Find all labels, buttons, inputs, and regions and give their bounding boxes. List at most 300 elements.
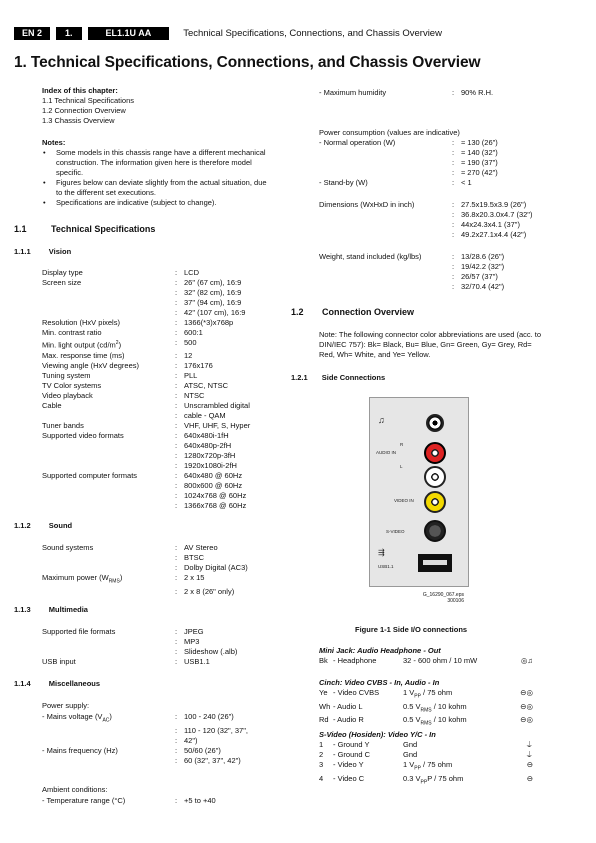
spec-value: LCD	[184, 268, 200, 277]
spec-label: - Stand-by (W)	[319, 178, 368, 187]
spec-label	[319, 230, 452, 240]
panel-label-usb: USB1.1	[378, 564, 394, 569]
colon: :	[175, 400, 178, 410]
index-item[interactable]: 1.3 Chassis Overview	[42, 116, 115, 125]
spec-label	[319, 148, 452, 158]
spec-row	[319, 262, 504, 272]
spec-value: Slideshow (.alb)	[184, 647, 238, 656]
ambient-table	[42, 796, 216, 806]
pin-name: - Audio R	[333, 715, 364, 724]
spec-value: JPEG	[184, 627, 204, 636]
spec-value: MP3	[184, 637, 200, 646]
spec-row	[42, 563, 248, 573]
pin-id: 4	[319, 773, 324, 783]
pin-symbol-icon: ⏚	[525, 740, 533, 749]
spec-value: ≈ 140 (32")	[461, 148, 498, 157]
spec-row	[42, 627, 237, 637]
spec-row	[319, 210, 532, 220]
spec-row	[42, 501, 250, 511]
pin-spec: 32 - 600 ohm / 10 mW	[403, 656, 478, 665]
colon: :	[452, 168, 455, 177]
colon: :	[175, 586, 178, 596]
spec-row	[42, 308, 250, 318]
spec-row	[42, 647, 237, 657]
colon: :	[452, 138, 455, 147]
colon: :	[452, 158, 455, 167]
spec-row	[42, 288, 250, 298]
pin-id: Wh	[319, 701, 331, 711]
colon: :	[175, 450, 178, 460]
colon: :	[175, 563, 178, 572]
spec-row	[42, 553, 248, 563]
pin-spec: 1 $V_{PP} / 75$ ohm	[403, 760, 453, 772]
spec-value: ≈ 130 (26")	[461, 138, 498, 147]
spec-value: VHF, UHF, S, Hyper	[184, 420, 251, 430]
pin-spec: 1 $V_{PP} / 75$ ohm	[403, 688, 453, 700]
spec-value: 49.2x27.1x4.4 (42")	[461, 230, 527, 239]
pin-symbol-icon: ◎♫	[520, 656, 533, 665]
spec-value: Unscrambled digital	[184, 400, 250, 410]
colon: :	[452, 210, 455, 219]
section-number: 1.1.1	[14, 247, 31, 256]
spec-label: Video playback	[42, 390, 93, 400]
colon: :	[175, 370, 178, 380]
spec-label: Cable	[42, 400, 62, 410]
spec-label	[42, 553, 175, 563]
spec-value: 110 - 120 (32", 37",	[184, 725, 248, 735]
section-1-1	[14, 224, 155, 234]
chapter-title: 1. Technical Specifications, Connections, and Chassis Overview	[14, 54, 481, 71]
spec-label: Viewing angle (HxV degrees)	[42, 360, 139, 370]
spec-value: 27.5x19.5x3.9 (26")	[461, 200, 527, 209]
section-number: 1.1.3	[14, 605, 31, 614]
spec-label	[319, 282, 452, 292]
spec-value: NTSC	[184, 390, 205, 400]
index-item[interactable]: 1.2 Connection Overview	[42, 106, 126, 115]
spec-value: cable - QAM	[184, 410, 226, 420]
panel-label-l: L	[400, 464, 403, 469]
spec-label	[319, 262, 452, 272]
colon: :	[452, 220, 455, 229]
colon: :	[175, 390, 178, 400]
pin-spec: 0.5 $V_{RMS} / 10$ kohm	[403, 715, 467, 727]
colon: :	[175, 500, 178, 510]
pin-symbol-icon: ⊖◎	[520, 701, 533, 711]
spec-label: Max. response time (ms)	[42, 350, 125, 360]
spec-label	[42, 411, 175, 421]
colon: :	[175, 318, 178, 327]
sound-table	[42, 543, 248, 597]
pin-id: 1	[319, 740, 324, 749]
spec-row	[42, 637, 237, 647]
spec-row	[42, 401, 250, 411]
spec-label	[42, 756, 175, 766]
spec-value: < 1	[461, 178, 472, 187]
connector-row	[319, 715, 533, 729]
spec-label: - Normal operation (W)	[319, 138, 396, 147]
spec-row	[42, 411, 250, 421]
power-consumption-table	[319, 138, 498, 188]
spec-value: USB1.1	[184, 657, 210, 666]
spec-label	[42, 647, 175, 657]
spec-label	[319, 158, 452, 168]
section-title: Vision	[48, 247, 72, 256]
power-consumption-heading: Power consumption (values are indicative)	[319, 128, 460, 137]
spec-row	[42, 726, 248, 736]
spec-label	[319, 168, 452, 178]
pin-symbol-icon: ⊖◎	[520, 715, 533, 724]
note-item: • Figures below can deviate slightly from the actual situation, due to the different set executions.	[42, 178, 274, 198]
section-number: 1.2	[291, 307, 304, 317]
connector-row	[319, 656, 533, 666]
pin-name: - Video C	[333, 773, 365, 783]
spec-value: 32" (82 cm), 16:9	[184, 288, 242, 297]
spec-label	[42, 587, 175, 597]
headphone-jack	[426, 414, 444, 432]
pin-symbol-icon: ⊖	[526, 760, 533, 769]
spec-value: 1366x768 @ 60Hz	[184, 500, 247, 510]
spec-row	[42, 431, 250, 441]
pin-id: Ye	[319, 688, 328, 697]
section-1-2	[291, 307, 414, 317]
colon: :	[175, 288, 178, 297]
spec-label	[319, 272, 452, 282]
section-title: Sound	[48, 521, 73, 530]
spec-value: 36.8x20.3.0x4.7 (32")	[461, 210, 533, 219]
spec-row	[42, 461, 250, 471]
colon: :	[175, 745, 178, 755]
chassis-badge: EL1.1U AA	[88, 27, 170, 40]
spec-row	[42, 746, 248, 756]
pin-symbol-icon: ⊖	[526, 773, 533, 783]
pin-name: - Video Y	[333, 760, 364, 769]
colon: :	[175, 725, 178, 735]
misc-table	[42, 712, 248, 766]
spec-label: Supported video formats	[42, 430, 124, 440]
spec-row	[319, 168, 498, 178]
spec-label: Weight, stand included (kg/lbs)	[319, 252, 422, 261]
spec-value: ≈ 270 (42")	[461, 168, 498, 177]
section-title: Technical Specifications	[51, 224, 156, 234]
vision-table	[42, 268, 250, 511]
connector-row	[319, 688, 533, 702]
spec-label	[42, 288, 175, 298]
humidity-row: - Maximum humidity : 90% R.H.	[319, 88, 494, 97]
ambient-heading: Ambient conditions:	[42, 785, 108, 794]
svideo-table	[319, 730, 533, 787]
usb-icon: ⇶	[378, 548, 385, 557]
spec-value: ≈ 190 (37")	[461, 158, 498, 167]
note-item: • Some models in this chassis range have a different mechanical construction. The information given here is therefore model specific.	[42, 148, 274, 178]
spec-row	[42, 268, 250, 278]
colon: :	[175, 735, 178, 745]
pin-id: Bk	[319, 656, 328, 665]
pin-name: - Video CVBS	[333, 688, 380, 697]
spec-label: Resolution (HxV pixels)	[42, 318, 120, 327]
panel-label-svideo: S-VIDEO	[386, 529, 405, 534]
spec-value: 26" (67 cm), 16:9	[184, 278, 242, 287]
figure-ref-text: G_16290_067.eps 300106	[422, 592, 464, 604]
audio-r-cinch	[424, 442, 446, 464]
colon: :	[175, 380, 178, 390]
colon: :	[175, 755, 178, 765]
spec-row	[42, 657, 237, 667]
connector-row	[319, 702, 533, 716]
spec-label: Dimensions (WxHxD in inch)	[319, 200, 415, 209]
spec-row	[42, 391, 250, 401]
spec-value: 19/42.2 (32")	[461, 262, 505, 271]
colon: :	[452, 178, 455, 187]
colon: :	[175, 338, 178, 347]
spec-value: 800x600 @ 60Hz	[184, 480, 243, 490]
spec-label: Screen size	[42, 278, 82, 287]
spec-value: 100 - 240 (26")	[184, 712, 234, 721]
pin-id: 3	[319, 760, 324, 769]
spec-label: Display type	[42, 268, 83, 277]
spec-value: ATSC, NTSC	[184, 380, 229, 390]
colon: :	[175, 360, 178, 370]
spec-label: Tuner bands	[42, 420, 84, 430]
spec-label: Tuning system	[42, 370, 91, 380]
colon: :	[175, 460, 178, 470]
spec-value: 12	[184, 350, 193, 360]
spec-row	[42, 481, 250, 491]
spec-row	[319, 178, 498, 188]
section-1-1-2	[14, 521, 72, 530]
spec-row	[42, 471, 250, 481]
power-supply-heading: Power supply:	[42, 701, 90, 710]
colon: :	[175, 350, 178, 360]
spec-row	[42, 298, 250, 308]
spec-value: 2 x 15	[184, 573, 205, 582]
cinch-table	[319, 678, 533, 729]
spec-label	[42, 726, 175, 736]
connector-row	[319, 774, 533, 788]
colon: :	[175, 543, 178, 552]
spec-row	[42, 736, 248, 746]
spec-row	[42, 441, 250, 451]
section-1-2-1	[291, 373, 385, 382]
spec-value: 90% R.H.	[461, 88, 494, 97]
spec-label: - Temperature range (°C)	[42, 796, 126, 805]
svideo-connector	[424, 520, 446, 542]
spec-row	[42, 278, 250, 288]
spec-value: 50/60 (26")	[184, 745, 221, 755]
colon: :	[452, 148, 455, 157]
weight-table	[319, 252, 504, 292]
spec-row	[42, 381, 250, 391]
spec-row	[319, 230, 532, 240]
colon: :	[175, 647, 178, 656]
pin-name: - Headphone	[333, 656, 377, 665]
spec-value: 1366(*3)x768p	[184, 318, 234, 327]
colon: :	[452, 252, 455, 261]
spec-value: 2 x 8 (26" only)	[184, 586, 235, 596]
colon: :	[452, 200, 455, 209]
spec-label	[319, 220, 452, 230]
spec-value: 44x24.3x4.1 (37")	[461, 220, 520, 229]
spec-row	[42, 361, 250, 371]
spec-row	[42, 451, 250, 461]
header-title: Technical Specifications, Connections, and Chassis Overview	[183, 28, 442, 39]
colon: :	[175, 480, 178, 490]
notes	[42, 138, 274, 208]
section-1-1-1	[14, 247, 71, 256]
pin-name: - Ground C	[333, 750, 371, 759]
spec-row	[42, 491, 250, 501]
panel-label-r: R	[400, 442, 404, 447]
spec-label	[42, 298, 175, 308]
spec-label: Min. light output $(cd/m^2)$	[42, 340, 122, 350]
spec-row	[42, 543, 248, 553]
spec-row	[42, 338, 250, 351]
colon: :	[175, 268, 178, 277]
spec-value: 600:1	[184, 328, 203, 337]
colon: :	[452, 262, 455, 271]
spec-label: Min. contrast ratio	[42, 328, 102, 337]
colon: :	[175, 430, 178, 440]
spec-value: 26/57 (37")	[461, 272, 498, 281]
spec-label	[42, 481, 175, 491]
spec-value: 42" (107 cm), 16:9	[184, 308, 246, 317]
colon: :	[175, 490, 178, 500]
section-1-1-4	[14, 679, 100, 688]
spec-label: Supported computer formats	[42, 470, 138, 480]
chapter-index	[42, 86, 134, 126]
spec-row	[319, 252, 504, 262]
section-title: Multimedia	[48, 605, 88, 614]
spec-value: 1920x1080i-2fH	[184, 460, 237, 470]
spec-value: 42")	[184, 735, 198, 745]
spec-label: USB input	[42, 657, 76, 666]
spec-row	[319, 282, 504, 292]
section-number: 1.1	[14, 224, 27, 234]
colon: :	[175, 278, 178, 287]
lang-badge: EN 2	[14, 27, 50, 40]
colon: :	[175, 637, 178, 646]
panel-label-audio: AUDIO IN	[376, 450, 397, 455]
spec-label: - Mains voltage $(V_{AC})$	[42, 712, 112, 724]
note-item: • Specifications are indicative (subject to change).	[42, 198, 274, 208]
pin-symbol-icon: ⏚	[525, 750, 533, 759]
spec-value: BTSC	[184, 553, 205, 562]
spec-row	[42, 421, 250, 431]
spec-row	[319, 138, 498, 148]
connector-row	[319, 760, 533, 774]
section-number: 1.2.1	[291, 373, 308, 382]
pin-spec: 0.3 $V_{PP}P / 75$ ohm	[403, 773, 464, 785]
colon: :	[175, 420, 178, 430]
spec-value: 500	[184, 338, 197, 347]
spec-label	[42, 736, 175, 746]
spec-value: +5 to +40	[184, 796, 216, 805]
pin-id: Rd	[319, 715, 329, 724]
spec-row	[319, 220, 532, 230]
spec-row	[42, 371, 250, 381]
panel-label-video: VIDEO IN	[394, 498, 414, 503]
mini-jack-table	[319, 646, 533, 666]
colon: :	[175, 627, 178, 636]
spec-value: 37" (94 cm), 16:9	[184, 298, 242, 307]
spec-row	[42, 796, 216, 806]
pin-spec: Gnd	[403, 750, 418, 759]
pin-id: 2	[319, 750, 324, 759]
audio-l-cinch	[424, 466, 446, 488]
spec-label	[319, 210, 452, 220]
spec-row	[42, 573, 248, 587]
side-io-panel-figure	[369, 397, 469, 587]
connector-heading: Cinch: Video CVBS - In, Audio - In	[319, 678, 440, 687]
colon: :	[175, 298, 178, 307]
video-cinch	[424, 491, 446, 513]
multimedia-table	[42, 627, 237, 667]
notes-heading: Notes:	[42, 138, 66, 147]
spec-row	[319, 158, 498, 168]
spec-value: PLL	[184, 370, 198, 380]
colon: :	[452, 282, 455, 291]
spec-row	[42, 328, 250, 338]
spec-label: - Mains frequency (Hz)	[42, 745, 118, 755]
colon: :	[452, 230, 455, 239]
pin-name: - Audio L	[333, 701, 363, 711]
index-item[interactable]: 1.1 Technical Specifications	[42, 96, 134, 105]
spec-value: 176x176	[184, 360, 213, 370]
spec-row	[319, 200, 532, 210]
usb-port	[418, 554, 452, 572]
spec-row	[42, 587, 248, 597]
spec-label	[42, 308, 175, 318]
figure-caption: Figure 1-1 Side I/O connections	[355, 625, 468, 634]
headphone-icon: ♫	[378, 415, 385, 425]
colon: :	[175, 796, 178, 805]
chapter-badge: 1.	[56, 27, 82, 40]
pin-spec: Gnd	[403, 740, 418, 749]
spec-row	[42, 712, 248, 726]
colon: :	[175, 657, 178, 666]
section-title: Side Connections	[321, 373, 386, 382]
colon: :	[175, 712, 178, 721]
spec-label: - Maximum humidity	[319, 88, 387, 97]
colon: :	[175, 440, 178, 450]
pin-spec: 0.5 $V_{RMS} / 10$ kohm	[403, 701, 467, 713]
spec-label	[42, 461, 175, 471]
spec-row	[42, 351, 250, 361]
connector-heading: Mini Jack: Audio Headphone - Out	[319, 646, 441, 655]
colon: :	[175, 328, 178, 337]
spec-label: Sound systems	[42, 543, 94, 552]
spec-value: 13/28.6 (26")	[461, 252, 505, 261]
spec-value: 640x480 @ 60Hz	[184, 470, 243, 480]
spec-value: 640x480p-2fH	[184, 440, 232, 450]
connector-row	[319, 750, 533, 760]
spec-label	[42, 451, 175, 461]
spec-value: 60 (32", 37", 42")	[184, 755, 241, 765]
page-header	[14, 27, 442, 40]
spec-row	[319, 272, 504, 282]
connection-note: Note: The following connector color abbreviations are used (acc. to DIN/IEC 757): Bk= Black, Bu= Blue, Gn= Green, Gy= Grey, Rd= Red, Wh= White, and Ye= Yellow.	[319, 330, 542, 359]
index-heading: Index of this chapter:	[42, 86, 118, 95]
spec-row	[42, 756, 248, 766]
spec-value: 32/70.4 (42")	[461, 282, 505, 291]
colon: :	[175, 308, 178, 317]
section-number: 1.1.2	[14, 521, 31, 530]
section-title: Connection Overview	[322, 307, 415, 317]
spec-label: TV Color systems	[42, 380, 102, 390]
spec-value: AV Stereo	[184, 543, 218, 552]
spec-label: Supported file formats	[42, 627, 116, 636]
colon: :	[175, 410, 178, 420]
section-number: 1.1.4	[14, 679, 31, 688]
